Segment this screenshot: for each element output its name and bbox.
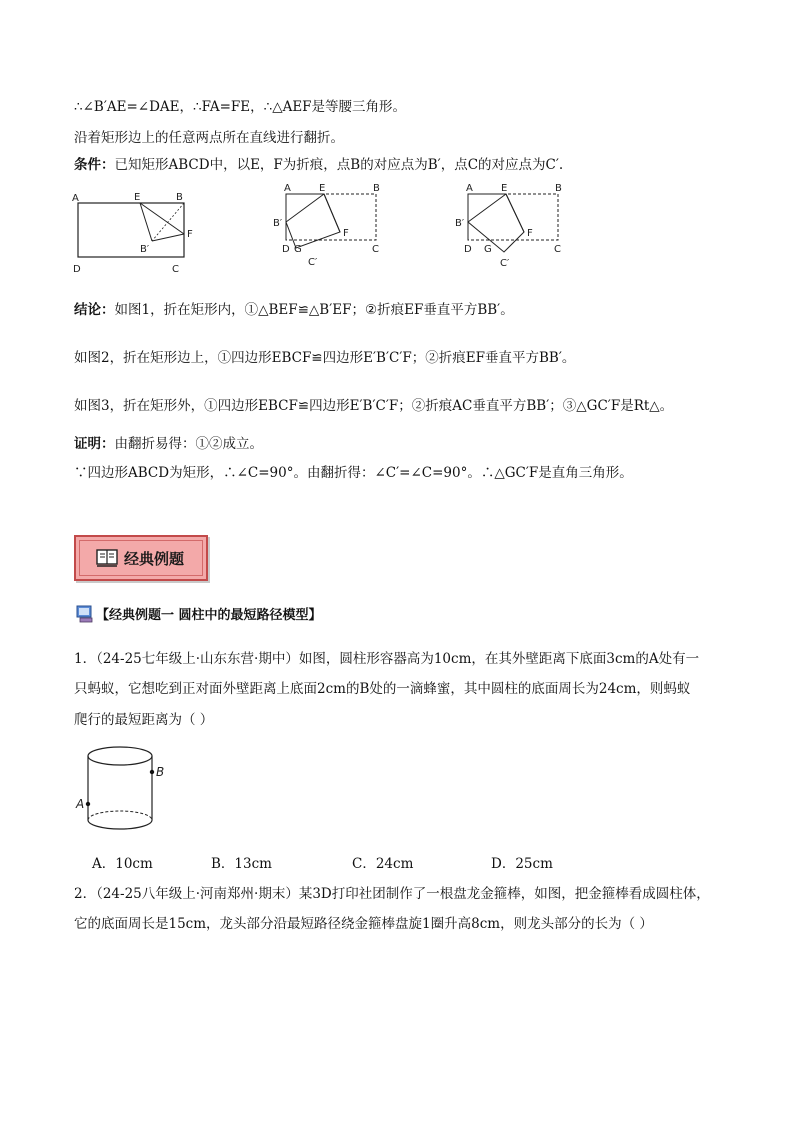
fig3-label-F: F: [527, 228, 533, 239]
conclusion-line: [74, 300, 514, 320]
banner-title: 经典例题: [124, 550, 185, 568]
fig1-label-D: D: [73, 264, 81, 275]
fig2-label-C: C: [372, 244, 379, 255]
fig2-label-E: E: [319, 183, 326, 194]
q1-option-b[interactable]: B．13cm: [211, 856, 272, 872]
text-line-2: 沿着矩形边上的任意两点所在直线进行翻折。: [74, 130, 344, 146]
fig3-label-Bp: B′: [455, 218, 465, 229]
figure-2: [272, 182, 387, 274]
fig1-label-E: E: [134, 192, 141, 203]
fig2-label-F: F: [343, 228, 349, 239]
fig3-label-Cp: C′: [500, 258, 510, 269]
proof-line: [74, 434, 263, 454]
text-line-1: ∴∠B′AE=∠DAE，∴FA=FE，∴△AEF是等腰三角形。: [74, 99, 407, 115]
condition-line: [74, 155, 563, 175]
fig3-label-G: G: [484, 244, 492, 255]
cyl-label-B: B: [156, 765, 165, 779]
fig3-label-D: D: [464, 244, 472, 255]
fig3-label-B: B: [555, 183, 562, 194]
book-icon: [96, 548, 118, 572]
cylinder-figure: [70, 740, 170, 840]
proof-label: 证明：: [74, 436, 115, 452]
fig2-label-Cp: C′: [308, 257, 318, 268]
conclusion-label: 结论：: [74, 302, 115, 318]
fig1-label-C: C: [172, 264, 179, 275]
classic-examples-banner: [74, 535, 208, 581]
proof-text: 由翻折易得：①②成立。: [114, 436, 263, 452]
fig3-label-E: E: [501, 183, 508, 194]
q2-line-2: 它的底面周长是15cm，龙头部分沿最短路径绕金箍棒盘旋1圈升高8cm，则龙头部分的长为（ ）: [74, 916, 653, 932]
figure-3: [454, 182, 569, 274]
condition-label: 条件：: [74, 157, 115, 173]
fig2-label-D: D: [282, 244, 290, 255]
q1-line-2: 只蚂蚁，它想吃到正对面外壁距离上底面2cm的B处的一滴蜂蜜，其中圆柱的底面周长为24cm，则蚂蚁: [74, 681, 691, 697]
figure2-line: 如图2，折在矩形边上，①四边形EBCF≌四边形E′B′C′F；②折痕EF垂直平方BB′。: [74, 350, 576, 366]
q1-line-3: 爬行的最短距离为（ ）: [74, 712, 214, 728]
fig2-label-A: A: [284, 183, 291, 194]
fig3-label-A: A: [466, 183, 473, 194]
fig1-label-F: F: [187, 229, 193, 240]
condition-text: 已知矩形ABCD中，以E，F为折痕，点B的对应点为B′，点C的对应点为C′.: [114, 157, 564, 173]
conclusion-text: 如图1，折在矩形内，①△BEF≌△B′EF；②折痕EF垂直平方BB′。: [114, 302, 514, 318]
computer-icon: [76, 605, 94, 627]
section-title: 【经典例题一 圆柱中的最短路径模型】: [96, 608, 322, 623]
figure3-line: 如图3，折在矩形外，①四边形EBCF≌四边形E′B′C′F；②折痕AC垂直平方BB′；③△GC′F是Rt△。: [74, 398, 674, 414]
figure-1: [70, 188, 200, 280]
proof-line-2: ∵四边形ABCD为矩形，∴∠C=90°。由翻折得：∠C′=∠C=90°。∴△GC′F是直角三角形。: [74, 465, 633, 481]
q1-option-a[interactable]: A．10cm: [92, 856, 153, 872]
fig1-label-A: A: [72, 193, 79, 204]
fig3-label-C: C: [554, 244, 561, 255]
q2-line-1: 2．（24-25八年级上·河南郑州·期末）某3D打印社团制作了一根盘龙金箍棒，如图，把金箍棒看成圆柱体，: [74, 886, 710, 902]
fig2-label-G: G: [294, 244, 302, 255]
fig1-label-Bp: B′: [140, 244, 150, 255]
q1-option-c[interactable]: C．24cm: [352, 856, 414, 872]
fig2-label-B: B: [373, 183, 380, 194]
q1-line-1: 1．（24-25七年级上·山东东营·期中）如图，圆柱形容器高为10cm，在其外壁距离下底面3cm的A处有一: [74, 651, 700, 667]
q1-option-d[interactable]: D．25cm: [491, 856, 553, 872]
fig1-label-B: B: [176, 192, 183, 203]
cyl-label-A: A: [76, 797, 85, 811]
fig2-label-Bp: B′: [273, 218, 283, 229]
